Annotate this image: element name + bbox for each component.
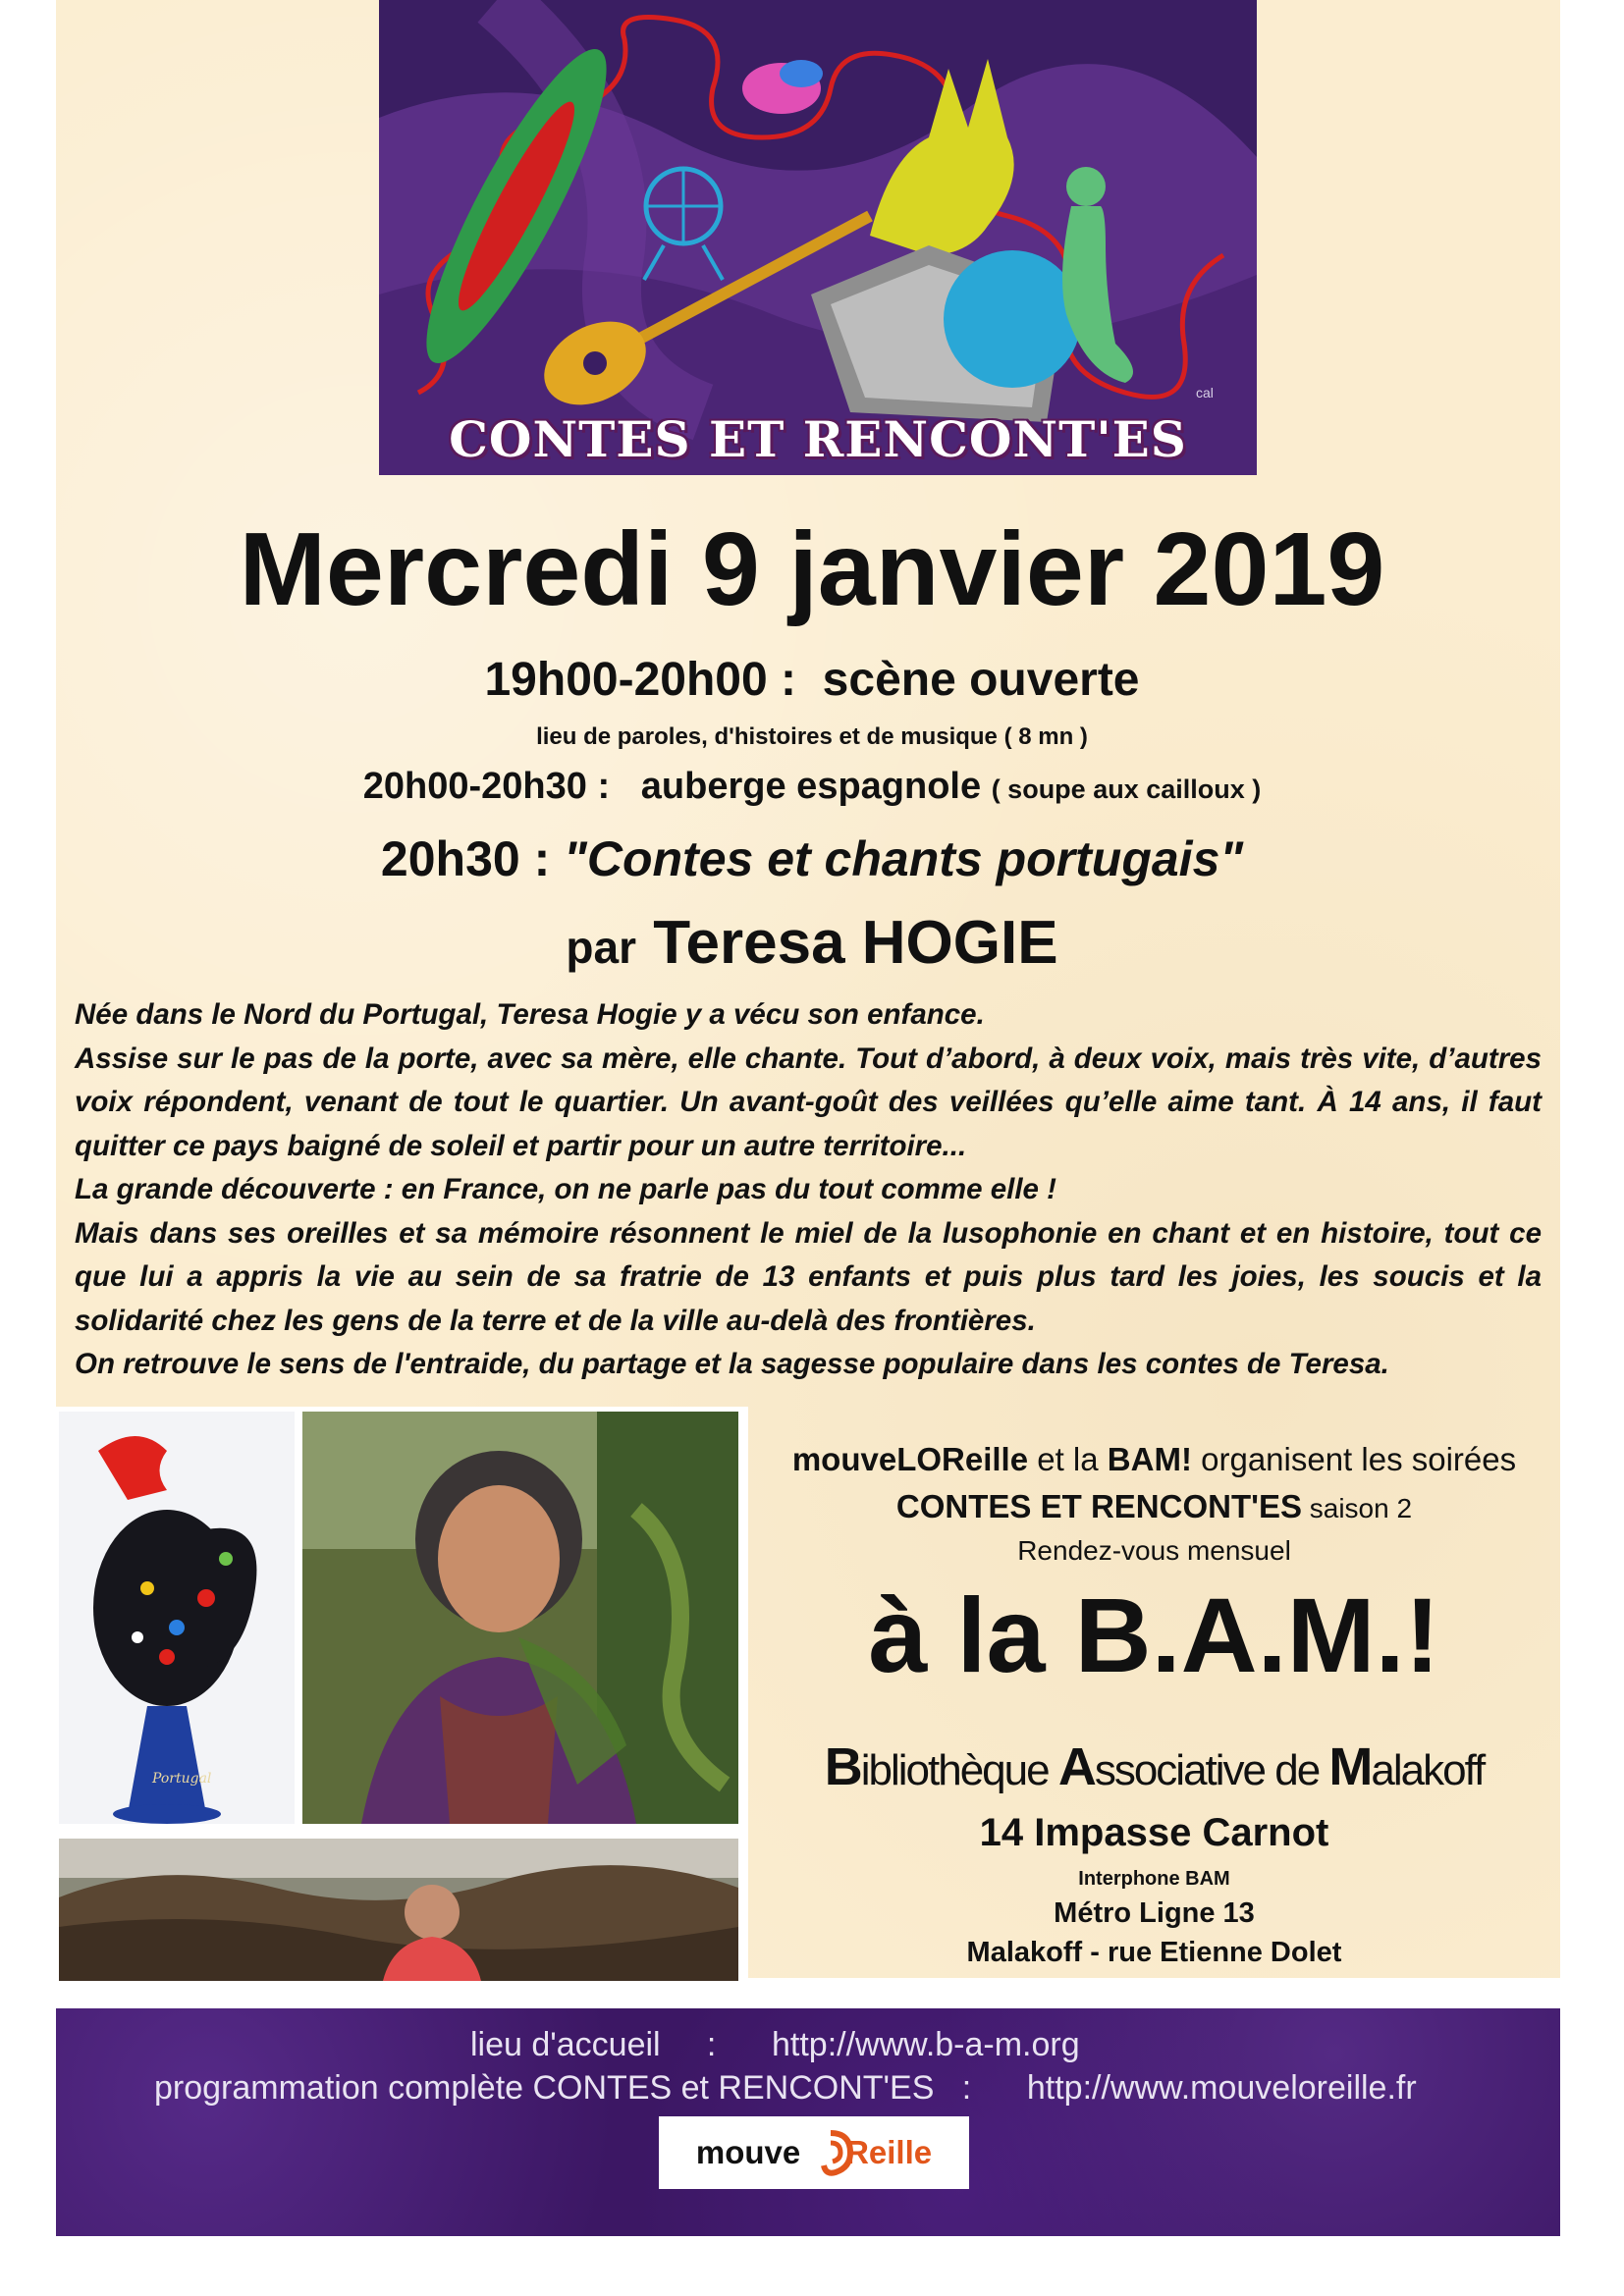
organizers-suffix: organisent les soirées (1191, 1441, 1517, 1477)
logo-part-3: Reille (845, 2134, 933, 2170)
bio-paragraph: On retrouve le sens de l'entraide, du partage et la sagesse populaire dans les contes de Teresa. (75, 1348, 1389, 1380)
organizer-bam: BAM! (1107, 1441, 1192, 1477)
logo-part-2 (800, 2134, 845, 2170)
monthly-note: Rendez-vous mensuel (1017, 1535, 1291, 1566)
venue-information (748, 1407, 1560, 1978)
footer-banner (56, 2008, 1560, 2236)
show-title: "Contes et chants portugais" (564, 831, 1244, 886)
banner-signature: cal (1196, 385, 1214, 400)
footer-venue-separator: : (706, 2026, 717, 2063)
library-word-1: ibliothèque (860, 1746, 1058, 1794)
logo-wordmark (659, 2116, 969, 2189)
footer-program-label: programmation complète CONTES et RENCONT'ES (154, 2069, 935, 2107)
performer-line (0, 908, 1624, 978)
slot-2-label: auberge espagnole (640, 766, 982, 807)
barcelos-rooster-photo (59, 1412, 295, 1824)
slot-2-note: ( soupe aux cailloux ) (991, 774, 1262, 804)
footer-venue-link[interactable]: http://www.b-a-m.org (771, 2026, 1080, 2063)
library-initial-m: M (1328, 1737, 1372, 1796)
rooster-label: Portugal (152, 1771, 212, 1787)
event-banner-illustration (379, 0, 1257, 475)
bio-paragraph: Mais dans ses oreilles et sa mémoire résonnent le miel de la lusophonie en chant et en histoire, tout ce que lui a appris la vie au sein de sa fratrie de 13 enfants et puis plus tard les joies, les soucis et la solidarité chez les gens de la terre et de la ville au-delà des frontières. (75, 1216, 1542, 1337)
venue-metro-stop: Malakoff - rue Etienne Dolet (966, 1937, 1342, 1968)
slot-1-time: 19h00-20h00 : (484, 654, 796, 706)
organizers-line (748, 1441, 1560, 1478)
photo-collage (56, 1407, 748, 1986)
library-word-2: ssociative de (1094, 1746, 1329, 1794)
slot-1-label: scène ouverte (822, 654, 1140, 706)
footer-line-program (154, 2069, 1417, 2108)
slot-1-description: lieu de paroles, d'histoires et de musique ( 8 mn ) (536, 723, 1088, 750)
banner-artwork (379, 0, 1257, 475)
event-date: Mercredi 9 janvier 2019 (239, 511, 1385, 627)
performer-landscape-photo (59, 1839, 738, 1981)
performer-biography (75, 993, 1542, 1387)
footer-venue-label: lieu d'accueil (470, 2026, 661, 2063)
schedule-slot-1 (0, 653, 1624, 707)
library-name (748, 1736, 1560, 1797)
performer-name: Teresa HOGIE (653, 909, 1058, 977)
footer-line-venue (470, 2026, 1080, 2064)
series-line (748, 1488, 1560, 1525)
schedule-slot-2 (0, 766, 1624, 808)
bio-paragraph: La grande découverte : en France, on ne parle pas du tout comme elle ! (75, 1173, 1056, 1205)
series-name: CONTES ET RENCONT'ES (895, 1488, 1302, 1524)
venue-intercom: Interphone BAM (1078, 1868, 1230, 1890)
banner-title: CONTES ET RENCONT'ES (449, 410, 1187, 468)
performer-portrait-photo (302, 1412, 738, 1824)
slot-3-time: 20h30 : (380, 831, 551, 886)
organizers-connector: et la (1028, 1441, 1108, 1477)
mouveloreille-logo (659, 2116, 969, 2189)
performer-by: par (566, 922, 636, 973)
series-season: saison 2 (1301, 1493, 1413, 1523)
apple-icon (944, 250, 1081, 388)
schedule-slot-3 (0, 830, 1624, 887)
venue-heading: à la B.A.M.! (868, 1575, 1440, 1694)
logo-part-1: mouve (695, 2134, 801, 2170)
bio-paragraph: Assise sur le pas de la porte, avec sa mère, elle chante. Tout d’abord, à deux voix, mais très vite, d’autres voix répondent, venant de tout le quartier. Un avant-goût des veillées qu’elle aime tant. À 14 ans, il faut quitter ce pays baigné de soleil et partir pour un autre territoire... (75, 1041, 1542, 1162)
venue-address: 14 Impasse Carnot (979, 1811, 1329, 1854)
footer-program-link[interactable]: http://www.mouveloreille.fr (1026, 2069, 1417, 2107)
venue-metro: Métro Ligne 13 (1054, 1897, 1255, 1929)
library-word-3: alakoff (1371, 1746, 1485, 1794)
library-initial-a: A (1057, 1737, 1095, 1796)
organizer-mouveloreille: mouveLOReille (791, 1441, 1029, 1477)
slot-2-time: 20h00-20h30 : (362, 766, 611, 807)
library-initial-b: B (824, 1737, 861, 1796)
bio-paragraph: Née dans le Nord du Portugal, Teresa Hogie y a vécu son enfance. (75, 998, 985, 1031)
footer-program-separator: : (961, 2069, 972, 2107)
